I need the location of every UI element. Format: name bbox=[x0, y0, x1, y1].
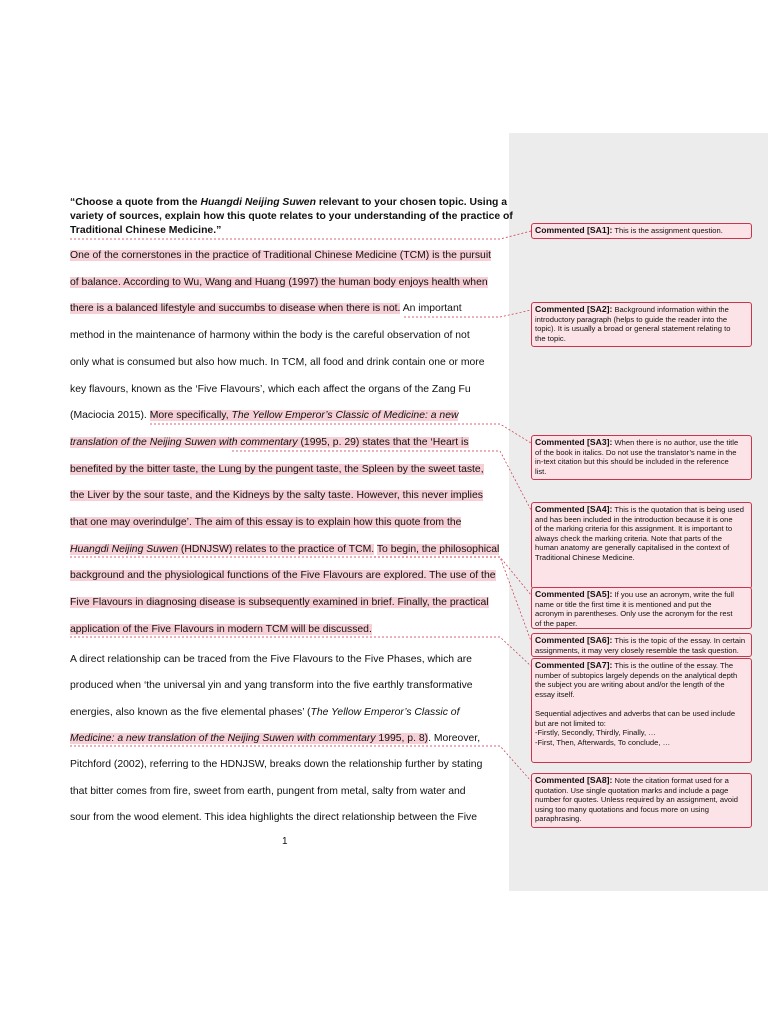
assignment-question-line bbox=[70, 210, 513, 224]
comment-first-line bbox=[535, 590, 748, 600]
comment-text: -First, Then, Afterwards, To conclude, … bbox=[535, 737, 671, 747]
comment-label: Commented [SA7]: bbox=[535, 660, 613, 670]
paragraph-line bbox=[70, 811, 500, 825]
comment-label: Commented [SA4]: bbox=[535, 504, 613, 514]
comment-balloon[interactable] bbox=[531, 302, 752, 347]
comment-first-line bbox=[535, 438, 748, 448]
paragraph-line bbox=[70, 516, 500, 530]
paragraph-line bbox=[70, 276, 500, 290]
comment-label: Commented [SA1]: bbox=[535, 225, 613, 235]
comment-first-line bbox=[535, 776, 748, 786]
comment-balloon[interactable] bbox=[531, 502, 752, 589]
paragraph-line bbox=[70, 653, 500, 667]
comment-first-line bbox=[535, 661, 748, 671]
text-run: An important bbox=[400, 303, 462, 315]
comment-balloon[interactable] bbox=[531, 435, 752, 480]
comment-balloon[interactable] bbox=[531, 587, 752, 629]
text-run: A direct relationship can be traced from the Five Flavours to the Five Phases, which are bbox=[70, 654, 472, 665]
text-run: that bitter comes from fire, sweet from earth, pungent from metal, salty from water and bbox=[70, 785, 466, 797]
text-run: Huangdi Neijing Suwen bbox=[200, 197, 316, 208]
text-run: only what is consumed but also how much. In TCM, all food and drink contain one or more bbox=[70, 356, 485, 368]
comment-text: This is the outline of the essay. The bbox=[614, 661, 734, 670]
comment-text: number for quotes. Unless required by an assignment, avoid bbox=[535, 795, 739, 805]
text-run: More specifically, bbox=[149, 410, 232, 422]
text-run: produced when ‘the universal yin and yang transform into the five earthly transformative bbox=[70, 680, 473, 692]
text-run: (Maciocia 2015). bbox=[70, 410, 150, 422]
comment-text: but are not limited to: bbox=[535, 718, 606, 728]
text-run: that one may overindulge’. The aim of this essay is to explain how this quote from the bbox=[70, 517, 462, 528]
paragraph-line bbox=[70, 543, 500, 557]
text-run: relevant to your chosen topic. Using a bbox=[315, 197, 508, 208]
text-run: variety of sources, explain how this quote relates to your understanding of the practice of bbox=[70, 211, 513, 222]
comment-label: Commented [SA3]: bbox=[535, 437, 613, 447]
comment-text: quotation. Use single quotation marks and include a page bbox=[535, 785, 729, 795]
comment-text: Traditional Chinese Medicine. bbox=[535, 552, 635, 562]
comment-text: paraphrasing. bbox=[535, 814, 582, 824]
comment-text: human anatomy are generally capitalised in the context of bbox=[535, 543, 730, 553]
comment-text: Note the citation format used for a bbox=[614, 776, 729, 785]
page-number: 1 bbox=[282, 836, 288, 847]
comment-text: -Firstly, Secondly, Thirdly, Finally, … bbox=[535, 728, 656, 738]
text-run: The Yellow Emperor’s Classic of bbox=[310, 706, 460, 718]
comment-text bbox=[535, 699, 748, 709]
text-run: (HDNJSW) relates to the practice of TCM. bbox=[178, 543, 375, 555]
comment-text: This is the quotation that is being used bbox=[614, 505, 744, 514]
comment-text: assignments, it may very closely resemble the task question. bbox=[535, 645, 739, 655]
text-run: translation of the Neijing Suwen with commentary bbox=[70, 436, 298, 448]
paragraph-line bbox=[70, 249, 500, 263]
comment-text: name or title the first time it is mentioned and put the bbox=[535, 599, 712, 609]
paragraph-line bbox=[70, 302, 500, 316]
paragraph-line bbox=[70, 706, 500, 720]
text-run: (1995, p. 29) states that the ‘Heart is bbox=[297, 436, 469, 448]
comment-text: Sequential adjectives and adverbs that can be used include bbox=[535, 708, 736, 718]
paragraph-line bbox=[70, 489, 500, 503]
text-run: the Liver by the sour taste, and the Kidneys by the salty taste. However, this never implies bbox=[70, 490, 483, 502]
comment-label: Commented [SA5]: bbox=[535, 589, 613, 599]
comment-first-line bbox=[535, 636, 748, 646]
paragraph-line bbox=[70, 436, 500, 450]
text-run: Huangdi Neijing Suwen bbox=[70, 543, 179, 555]
paragraph-line bbox=[70, 623, 500, 637]
comment-text: and has been included in the introduction because it is one bbox=[535, 514, 733, 524]
comment-text: of the book in italics. Do not use the translator’s name in the bbox=[535, 447, 737, 457]
text-run: of balance. According to Wu, Wang and Huang (1997) the human body enjoys health when bbox=[70, 276, 488, 288]
comment-text: list. bbox=[535, 466, 547, 476]
comment-text: always check the marking criteria. Note that parts of the bbox=[535, 533, 722, 543]
text-run: application of the Five Flavours in modern TCM will be discussed. bbox=[70, 623, 372, 635]
text-run: . Moreover, bbox=[428, 732, 481, 744]
comment-balloon[interactable] bbox=[531, 658, 752, 763]
text-run: 1995, p. 8) bbox=[375, 732, 429, 744]
text-run: Five Flavours in diagnosing disease is subsequently examined in brief. Finally, the practical bbox=[70, 597, 489, 609]
text-run: Medicine: a new translation of the Neijing Suwen with commentary bbox=[70, 732, 376, 744]
text-run: To begin, the philosophical bbox=[376, 543, 500, 555]
paragraph-line bbox=[70, 329, 500, 343]
paragraph-line bbox=[70, 356, 500, 370]
text-run: One of the cornerstones in the practice of Traditional Chinese Medicine (TCM) is the pursuit bbox=[70, 250, 492, 261]
assignment-question-line bbox=[70, 224, 500, 238]
comment-text: acronym in parentheses. Only use the acronym for the rest bbox=[535, 609, 733, 619]
comment-label: Commented [SA2]: bbox=[535, 304, 613, 314]
paragraph-line bbox=[70, 463, 500, 477]
comment-text: of the paper. bbox=[535, 618, 578, 628]
paragraph-line bbox=[70, 679, 500, 693]
comment-first-line bbox=[535, 305, 748, 315]
text-run: Pitchford (2002), referring to the HDNJSW, breaks down the relationship further by stating bbox=[70, 759, 483, 771]
paragraph-line bbox=[70, 569, 500, 583]
comment-text: If you use an acronym, write the full bbox=[614, 590, 734, 599]
comment-balloon[interactable] bbox=[531, 773, 752, 828]
text-run: The Yellow Emperor’s Classic of Medicine: a new bbox=[231, 410, 459, 422]
comment-text: This is the assignment question. bbox=[614, 226, 723, 235]
comment-text: the subject you are writing about and/or the length of the bbox=[535, 680, 725, 690]
comment-text: Background information within the bbox=[614, 305, 729, 314]
comment-text: the topic. bbox=[535, 333, 566, 343]
comment-text: introductory paragraph (helps to guide the reader into the bbox=[535, 314, 728, 324]
paragraph-line bbox=[70, 758, 500, 772]
text-run: Traditional Chinese Medicine.” bbox=[70, 225, 222, 236]
text-run: method in the maintenance of harmony within the body is the careful observation of not bbox=[70, 330, 470, 342]
comment-label: Commented [SA6]: bbox=[535, 635, 613, 645]
text-run: there is a balanced lifestyle and succumbs to disease when there is not. bbox=[70, 303, 401, 315]
text-run: sour from the wood element. This idea highlights the direct relationship between the Five bbox=[70, 811, 478, 823]
paragraph-line bbox=[70, 383, 500, 397]
paragraph-line bbox=[70, 596, 500, 610]
comment-balloon[interactable] bbox=[531, 223, 752, 239]
assignment-question-line bbox=[70, 196, 508, 210]
comment-text: using too many quotations and focus more on using bbox=[535, 804, 709, 814]
text-run: benefited by the bitter taste, the Lung by the pungent taste, the Spleen by the sweet taste, bbox=[70, 463, 484, 475]
paragraph-line bbox=[70, 732, 500, 746]
comment-text: When there is no author, use the title bbox=[614, 438, 739, 447]
comment-text: topic). It is usually a broad or general statement relating to bbox=[535, 324, 731, 334]
comment-balloon[interactable] bbox=[531, 633, 752, 657]
comment-first-line bbox=[535, 505, 748, 515]
text-run: “Choose a quote from the bbox=[70, 197, 201, 208]
text-run: background and the physiological functions of the Five Flavours are explored. The use of the bbox=[70, 570, 496, 582]
comment-text: in-text citation but this should be included in the reference bbox=[535, 457, 729, 467]
comment-first-line bbox=[535, 226, 748, 236]
paragraph-line bbox=[70, 409, 500, 423]
comment-text: essay itself. bbox=[535, 689, 575, 699]
comment-label: Commented [SA8]: bbox=[535, 775, 613, 785]
text-run: key flavours, known as the ‘Five Flavours’, which each affect the organs of the Zang Fu bbox=[70, 383, 471, 395]
comment-text: of the marking criteria for this assignment. It is important to bbox=[535, 524, 733, 534]
paragraph-line bbox=[70, 785, 500, 799]
comment-text: This is the topic of the essay. In certain bbox=[614, 636, 746, 645]
text-run: energies, also known as the five elemental phases’ ( bbox=[70, 706, 311, 718]
comment-text: number of subtopics largely depends on the analytical depth bbox=[535, 670, 738, 680]
